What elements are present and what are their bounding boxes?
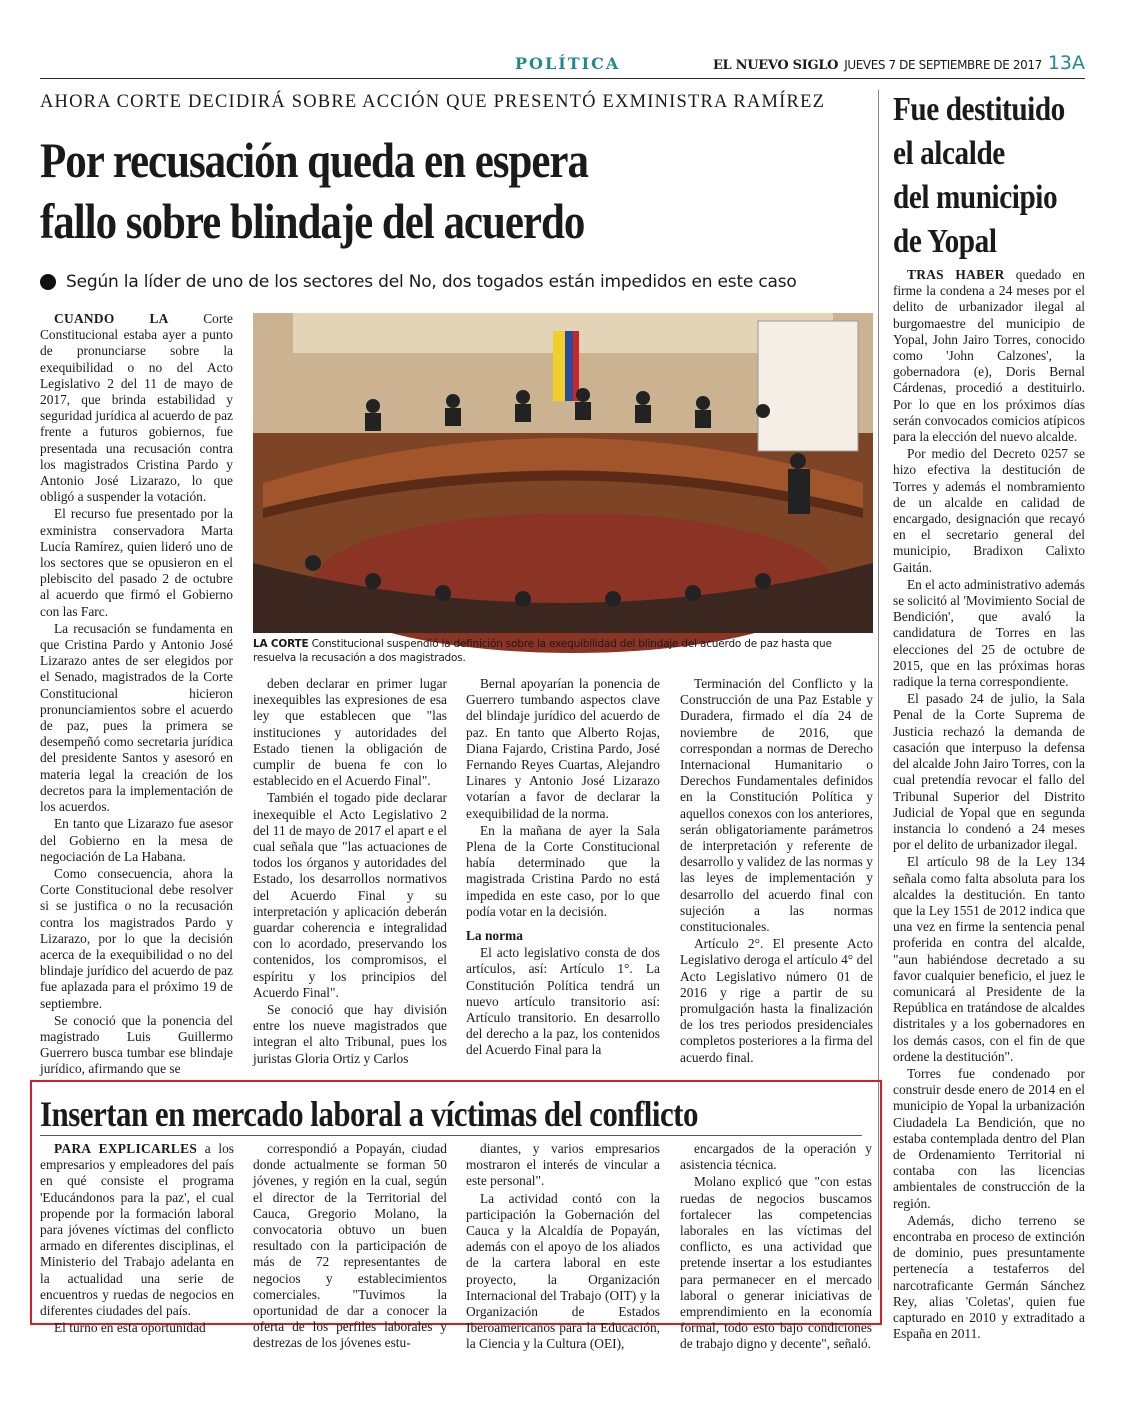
paragraph-text: Además, dicho terreno se encontraba en proceso de extinción de dominio, pues presuntamente pertenecía a testaferros del narcotraficante Germán Sánchez Rey, alias 'Coletas', quien fue capturado en 2010 y extraditado a España en 2011. — [893, 1212, 1085, 1342]
photo-caption — [253, 637, 873, 665]
box-column-2 — [253, 1141, 447, 1351]
header-rule — [40, 78, 1085, 79]
paragraph — [893, 691, 1085, 853]
paragraph-text: En el acto administrativo además se solicitó al 'Movimiento Social de Bendición', que avaló la candidatura de Torres en las elecciones del 25 de octubre de 2015, que en las próximas horas radique la terna correspondiente. — [893, 576, 1085, 690]
paragraph — [40, 1013, 233, 1078]
paragraph — [40, 506, 233, 619]
paragraph — [40, 621, 233, 815]
paragraph — [680, 936, 873, 1066]
paragraph — [680, 1174, 872, 1352]
lead-in: CUANDO LA — [54, 311, 169, 326]
main-column-4 — [680, 676, 873, 1066]
paragraph — [253, 1002, 447, 1067]
paragraph-text: diantes, y varios empresarios mostraron el interés de vincular a este personal". — [466, 1141, 660, 1189]
paragraph-text: Artículo 2°. El presente Acto Legislativo deroga el artículo 4° del Acto Legislativo número 01 de 2016 y rige a partir de su promulgación hasta la finalización de los tres periodos presidenciales completos posteriores a la firma del acuerdo final. — [680, 936, 873, 1065]
article-headline: Por recusación queda en espera fallo sobre blindaje del acuerdo — [40, 132, 588, 249]
boxed-article-title: Insertan en mercado laboral a víctimas del conflicto — [40, 1094, 698, 1134]
paragraph — [680, 676, 873, 935]
issue-date: JUEVES 7 DE SEPTIEMBRE DE 2017 — [844, 58, 1042, 72]
subtitle-la-norma: La norma — [466, 928, 523, 944]
page-number: 13A — [1047, 52, 1085, 74]
paragraph-text: Por medio del Decreto 0257 se hizo efectiva la destitución de Torres y además el nombramiento de un alcalde en calidad de encargado, designación que recayó en el secretario general del municipio, Bradixon Calixto Gaitán. — [893, 446, 1085, 575]
box-column-3 — [466, 1141, 660, 1352]
paragraph — [40, 311, 233, 505]
paragraph — [893, 446, 1085, 576]
lead-in: TRAS HABER — [907, 267, 1005, 282]
caption-text: Constitucional suspendió la definición sobre la exequibilidad del blindaje del acuerdo de paz hasta que resuelva la recusación a dos magistrados. — [253, 638, 832, 664]
paragraph-text: Molano explicó que "con estas ruedas de negocios buscamos fortalecer las competencias laborales en las víctimas del conflicto, es una actividad que pretende insertar a los estudiantes para permanecer en el mercado laboral o generar iniciativas de emprendimiento en la economía formal, todo esto bajo condiciones de trabajo digno y decente", señaló. — [680, 1174, 872, 1352]
main-column-2 — [253, 676, 447, 1066]
side-headline: Fue destituido el alcalde del municipio de Yopal — [893, 91, 1065, 260]
paragraph-text: En la mañana de ayer la Sala Plena de la Corte Constitucional había determinado que la magistrada Cristina Pardo no está impedida en este caso, por lo que podía votar en la decisión. — [466, 822, 660, 919]
paragraph-text: deben declarar en primer lugar inexequibles las expresiones de esa ley que establecen que "las instituciones y autoridades del Estado tienen la obligación de cumplir de buena fe con lo establecido en el Acuerdo Final". — [253, 676, 447, 789]
paragraph — [40, 816, 233, 865]
box-column-4 — [680, 1141, 872, 1352]
paragraph-text: Bernal apoyarían la ponencia de Guerrero tumbando aspectos clave del blindaje jurídico del acuerdo de paz. En tanto que Alberto Rojas, Diana Fajardo, Cristina Pardo, José Fernando Reyes Cuartas, Alejandro Linares y Antonio José Lizarazo votarían a favor de declarar la exequibilidad de la norma. — [466, 676, 660, 821]
paragraph — [40, 866, 233, 1012]
paragraph — [466, 1141, 660, 1190]
main-column-3 — [466, 676, 660, 1066]
paragraph-text: El pasado 24 de julio, la Sala Penal de la Corte Suprema de Justicia rechazó la demanda de casación que interpuso la defensa del alcalde John Jairo Torres, con la cual pretendía revocar el fallo del Tribunal Superior del Distrito Judicial de Yopal que en segunda instancia lo condenó a 24 meses por el delito de urbanizador ilegal. — [893, 691, 1085, 853]
article-kicker: AHORA CORTE DECIDIRÁ SOBRE ACCIÓN QUE PRESENTÓ EXMINISTRA RAMÍREZ — [40, 92, 826, 112]
paragraph-text: a los empresarios y empleadores del país en qué consiste el programa 'Educándonos para la paz', el cual propende por la formación laboral para jóvenes víctimas del conflicto armado en diferentes disciplinas, el Ministerio del Trabajo adelanta en la actualidad una serie de encuentros y ruedas de negocios en diferentes ciudades del país. — [40, 1141, 234, 1319]
paragraph — [893, 854, 1085, 1065]
paragraph — [893, 577, 1085, 690]
paragraph — [253, 1141, 447, 1352]
main-column-1 — [40, 311, 233, 1077]
paragraph — [466, 945, 660, 1058]
paragraph-text: Torres fue condenado por construir desde enero de 2014 en el municipio de Yopal la urbanización Ciudadela La Bendición, que no estaba contemplada dentro del Plan de Ordenamiento Territorial ni contaba con las licencias ambientales de construcción de la región. — [893, 1065, 1085, 1211]
paragraph — [893, 267, 1085, 445]
paragraph — [893, 1213, 1085, 1343]
paragraph — [40, 1141, 234, 1319]
paragraph-text: Corte Constitucional estaba ayer a punto de pronunciarse sobre la exequibilidad o no del Acto Legislativo 2 del 11 de mayo de 2017, que brinda estabilidad y seguridad jurídica al acuerdo de paz frente a futuros gobiernos, fue presentada una recusación contra los magistrados Cristina Pardo y Antonio José Lizarazo, lo que obligó a suspender la votación. — [40, 311, 233, 505]
paragraph-text: encargados de la operación y asistencia técnica. — [680, 1141, 872, 1173]
paragraph-text: El recurso fue presentado por la exministra conservadora Marta Lucía Ramírez, quien lideró uno de los sectores que se opusieron en el plebiscito del pasado 2 de octubre al acuerdo que firmó el Gobierno con las Farc. — [40, 506, 233, 619]
subhead-text: Según la líder de uno de los sectores del No, dos togados están impedidos en este caso — [66, 272, 797, 292]
masthead — [713, 52, 1085, 74]
box-column-1 — [40, 1141, 234, 1336]
paragraph-text: Terminación del Conflicto y la Construcción de una Paz Estable y Duradera, firmado el día 24 de noviembre de 2016, que correspondan a normas de Derecho Internacional Humanitario o Derechos Fundamentales definidos en la Constitución Política y aquellos conexos con los anteriores, serán obligatoriamente parámetros de interpretación y referente de desarrollo y validez de las normas y las leyes de implementación y desarrollo del acuerdo final con sujeción a las normas constitucionales. — [680, 676, 873, 935]
caption-lead: LA CORTE — [253, 638, 309, 650]
paragraph-text: En tanto que Lizarazo fue asesor del Gobierno en la mesa de negociación de La Habana. — [40, 816, 233, 864]
paragraph-text: Se conoció que hay división entre los nueve magistrados que integran el alto Tribunal, pues los juristas Gloria Ortiz y Carlos — [253, 1002, 447, 1066]
paragraph-text: También el togado pide declarar inexequible el Acto Legislativo 2 del 11 de mayo de 2017 el apart e el cual señala que "las actuaciones de todos los órganos y autoridades del Estado, los desarrollos normativos del Acuerdo Final y su interpretación y aplicación deberán guardar coherencia e integralidad con lo acordado, preservando los contenidos, los compromisos, el espíritu y los principios del Acuerdo Final". — [253, 790, 447, 1000]
section-label: POLÍTICA — [515, 54, 621, 73]
paragraph-text: El artículo 98 de la Ley 134 señala como falta absoluta para los alcaldes la destitución. En tanto que la Ley 1551 de 2012 indica que una vez en firme la sentencia penal proferida en contra del alcalde, "aun habiéndose decretado a su favor cualquier beneficio, el juez le comunicará al Presidente de la República en tratándose de alcaldes distritales y a los gobernadores en los demás casos, con el fin de que ordene la destitución". — [893, 854, 1085, 1064]
paragraph-text: El acto legislativo consta de dos artículos, así: Artículo 1°. La Constitución Política tendrá un nuevo artículo transitorio así: Artículo transitorio. En desarrollo del derecho a la paz, los contenidos del Acuerdo Final para la — [466, 945, 660, 1058]
paragraph — [253, 790, 447, 1001]
paragraph-text: quedado en firme la condena a 24 meses por el delito de urbanizador ilegal al burgomaestre del municipio de Yopal, John Jairo Torres, conocido como 'John Calzones', la gobernadora (e), Doris Bernal Cárdenas, procedió a destituirlo. Por lo que en los próximos días serán convocados comicios atípicos para la elección del nuevo alcalde. — [893, 267, 1085, 445]
court-room-illustration — [253, 313, 873, 633]
bullet-icon — [40, 274, 56, 290]
lead-in: PARA EXPLICARLES — [54, 1141, 198, 1156]
paragraph-text: Como consecuencia, ahora la Corte Constitucional debe resolver si se justifica o no la recusación contra los magistrados Pardo y Lizarazo, por lo que la decisión acerca de la exequibilidad o no del blindaje jurídico del acuerdo de paz fue aplazada para el próximo 19 de septiembre. — [40, 865, 233, 1011]
paragraph — [466, 1191, 660, 1353]
paragraph — [253, 676, 447, 789]
banner-sign — [758, 321, 858, 451]
paragraph — [466, 823, 660, 920]
paragraph-text: Se conoció que la ponencia del magistrado Luis Guillermo Guerrero busca tumbar ese blindaje jurídico, afirmando que se — [40, 1012, 233, 1077]
court-photo — [253, 313, 873, 633]
boxed-title-rule — [40, 1135, 862, 1136]
article-subhead — [40, 272, 840, 292]
paragraph — [466, 676, 660, 822]
side-column — [893, 267, 1085, 1342]
paragraph-text: El turno en esta oportunidad — [54, 1320, 206, 1336]
paragraph — [40, 1320, 234, 1336]
paragraph — [893, 1066, 1085, 1212]
paragraph — [680, 1141, 872, 1173]
paragraph-text: correspondió a Popayán, ciudad donde actualmente se forman 50 jóvenes, y región en la cual, según el director de la Territorial del Cauca, Gregorio Molano, la convocatoria obtuvo un buen resultado con la participación de más de 72 representantes de negocios y establecimientos comerciales. "Tuvimos la oportunidad de dar a conocer la oferta de los perfiles laborales y destrezas de los jóvenes estu- — [253, 1141, 447, 1351]
paragraph-text: La recusación se fundamenta en que Cristina Pardo y Antonio José Lizarazo antes de ser elegidos por el Senado, magistrados de la Corte Constitucional hicieron pronunciamientos sobre el acuerdo de paz, pues la primera se desempeñó como secretaria jurídica del presidente Santos y asesoró en materia legal la creación de los decretos para la implementación de los acuerdos. — [40, 620, 233, 815]
newspaper-name: EL NUEVO SIGLO — [712, 58, 839, 73]
paragraph-text: La actividad contó con la participación la Gobernación del Cauca y la Alcaldía de Popayán, además con el apoyo de los aliados de la cartera laboral en este proyecto, la Organización Internacional del Trabajo (OIT) y la Organización de Estados Iberoamericanos para la Educación, la Ciencia y la Cultura (OEI), — [466, 1190, 660, 1352]
